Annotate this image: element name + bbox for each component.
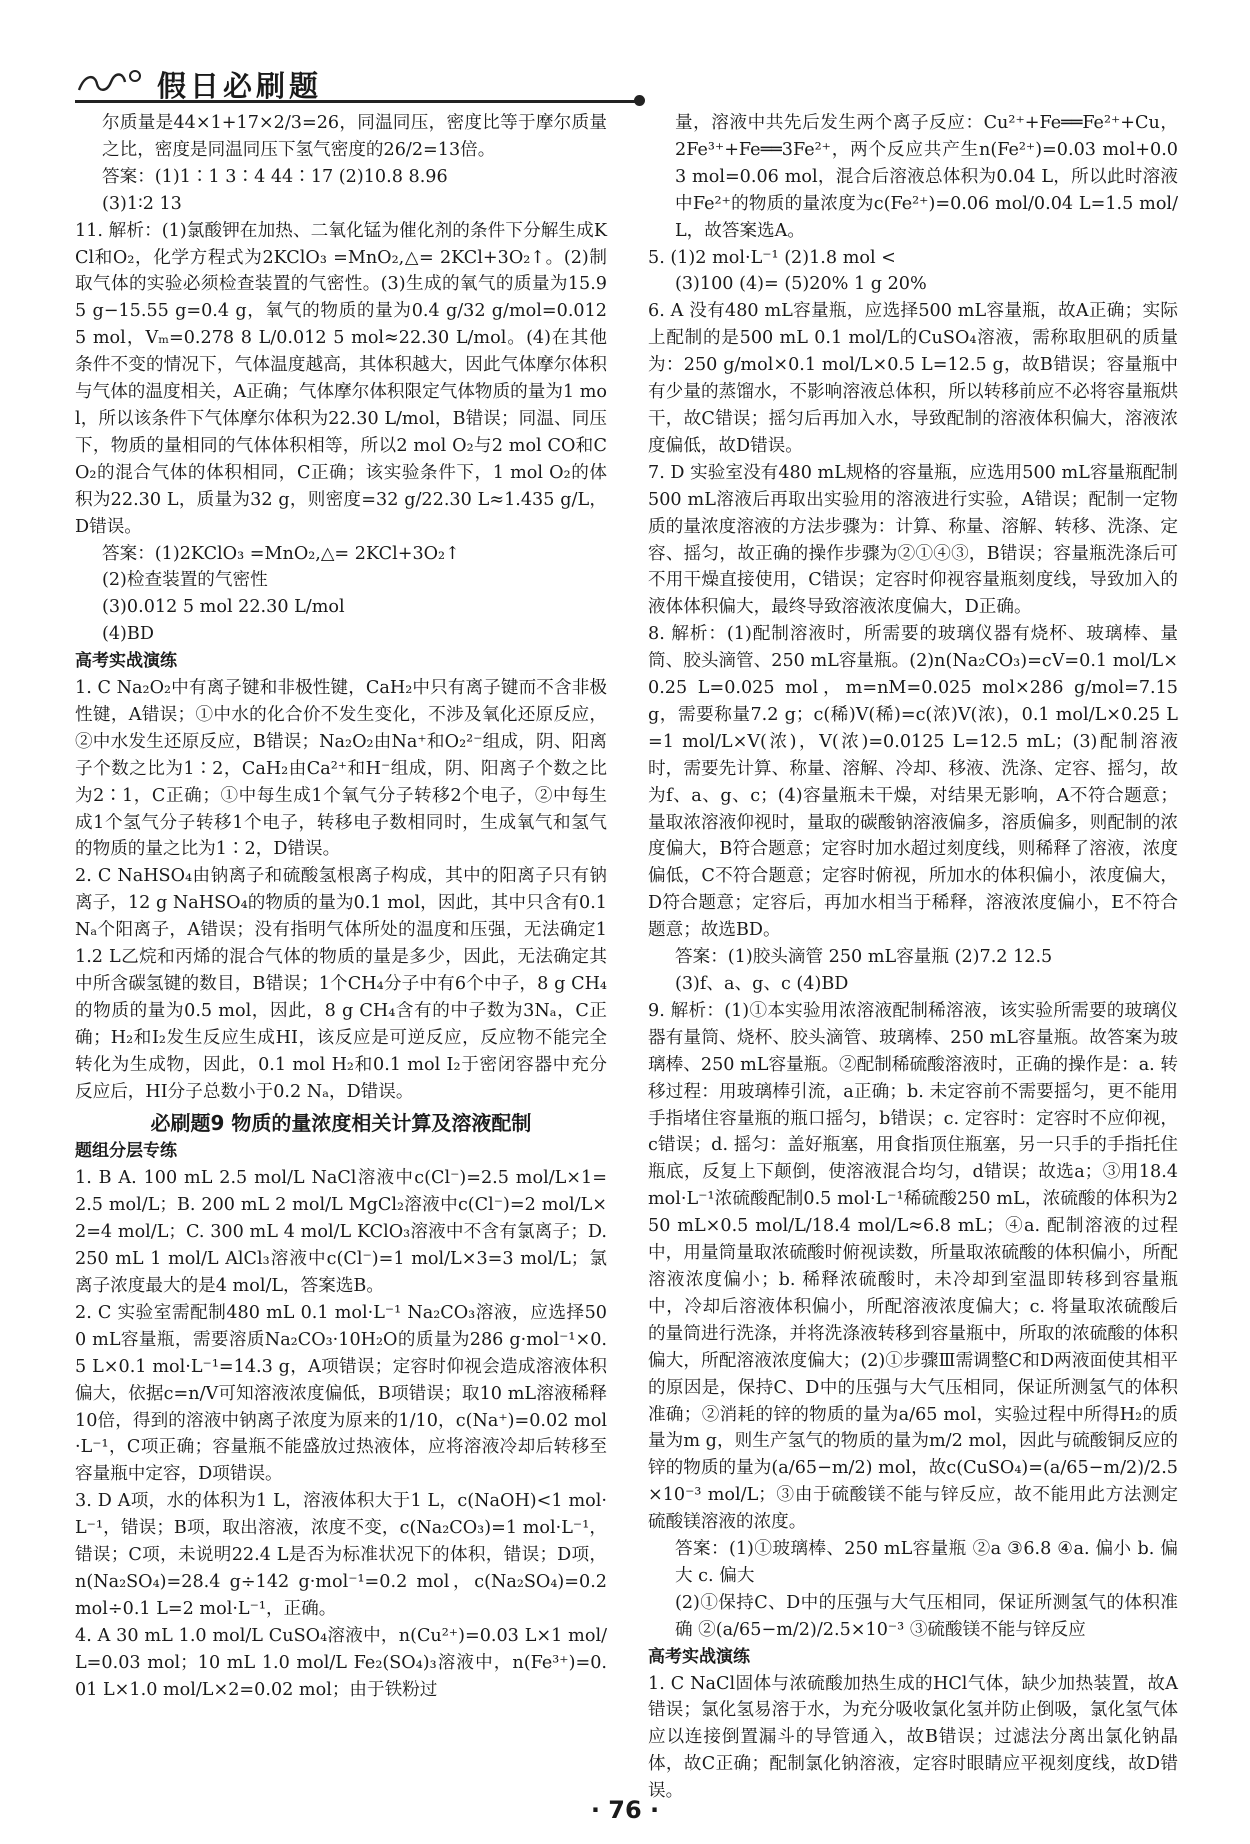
header-rule-dot bbox=[634, 95, 645, 106]
paragraph: 1. C Na₂O₂中有离子键和非极性键，CaH₂中只有离子键而不含非极性键，A错误；①中水的化合价不发生变化，不涉及氧化还原反应，②中水发生还原反应，B错误；Na₂O₂由Na⁺和O₂²⁻组成，阴、阳离子个数之比为1∶2，CaH₂由Ca²⁺和H⁻组成，阴、阳离子个数之比为2∶1，C正确；①中每生成1个氧气分子转移2个电子，②中每生成1个氢气分子转移1个电子，转移电子数相同时，生成氧气和氢气的物质的量之比为1∶2，D错误。 bbox=[75, 678, 607, 860]
paragraph: 11. 解析：(1)氯酸钾在加热、二氧化锰为催化剂的条件下分解生成KCl和O₂，化学方程式为2KClO₃ =MnO₂,△= 2KCl+3O₂↑。(2)制取气体的实验必须检查装置的气密性。(3)生成的氧气的质量为15.95 g−15.55 g=0.4 g，氧气的物质的量为0.4 g/32 g/mol=0.012 5 mol，Vₘ=0.278 8 L/0.012 5 mol≈22.30 L/mol。(4)在其他条件不变的情况下，气体温度越高，其体积越大，因此气体摩尔体积与气体的温度相关，A正确；气体摩尔体积限定气体物质的量为1 mol，所以该条件下气体摩尔体积为22.30 L/mol，B错误；同温、同压下，物质的量相同的气体体积相等，所以2 mol O₂与2 mol CO和CO₂的混合气体的体积相同，C正确；该实验条件下，1 mol O₂的体积为22.30 L，质量为32 g，则密度=32 g/22.30 L≈1.435 g/L，D错误。 bbox=[75, 220, 607, 537]
paragraph: (3)0.012 5 mol 22.30 L/mol bbox=[102, 597, 345, 618]
paragraph: 5. (1)2 mol·L⁻¹ (2)1.8 mol < bbox=[648, 247, 896, 268]
paragraph: (3)100 (4)= (5)20% 1 g 20% bbox=[675, 274, 927, 295]
section-heading: 高考实战演练 bbox=[75, 651, 177, 672]
paragraph: 3. D A项，水的体积为1 L，溶液体积大于1 L，c(NaOH)<1 mol·L⁻¹，错误；B项，取出溶液，浓度不变，c(Na₂CO₃)=1 mol·L⁻¹，错误；C项，未说明22.4 L是否为标准状况下的体积，错误；D项，n(Na₂SO₄)=28.4 g÷142 g·mol⁻¹=0.2 mol，c(Na₂SO₄)=0.2 mol÷0.1 L=2 mol·L⁻¹，正确。 bbox=[75, 1491, 607, 1619]
left-column bbox=[75, 110, 607, 1703]
paragraph: 8. 解析：(1)配制溶液时，所需要的玻璃仪器有烧杯、玻璃棒、量筒、胶头滴管、250 mL容量瓶。(2)n(Na₂CO₃)=cV=0.1 mol/L×0.25 L=0.025 mol，m=nM=0.025 mol×286 g/mol=7.15 g，需要称量7.2 g；c(稀)V(稀)=c(浓)V(浓)，0.1 mol/L×0.25 L=1 mol/L×V(浓)，V(浓)=0.0125 L=12.5 mL；(3)配制溶液时，需要先计算、称量、溶解、冷却、移液、洗涤、定容、摇匀，故为f、a、g、c；(4)容量瓶未干燥，对结果无影响，A不符合题意；量取浓溶液仰视时，量取的碳酸钠溶液偏多，溶质偏多，则配制的浓度偏大，B符合题意；定容时加水超过刻度线，则稀释了溶液，浓度偏低，C不符合题意；定容时俯视，所加水的体积偏小，浓度偏大，D符合题意；定容后，再加水相当于稀释，溶液浓度偏小，E不符合题意；故选BD。 bbox=[648, 624, 1178, 941]
paragraph: 答案：(1)胶头滴管 250 mL容量瓶 (2)7.2 12.5 bbox=[675, 947, 1053, 968]
paragraph: 尔质量是44×1+17×2/3=26，同温同压，密度比等于摩尔质量之比，密度是同温同压下氢气密度的26/2=13倍。 bbox=[102, 113, 607, 160]
paragraph: 1. B A. 100 mL 2.5 mol/L NaCl溶液中c(Cl⁻)=2.5 mol/L×1=2.5 mol/L；B. 200 mL 2 mol/L MgCl₂溶液中c(Cl⁻)=2 mol/L×2=4 mol/L；C. 300 mL 4 mol/L KClO₃溶液中不含有氯离子；D. 250 mL 1 mol/L AlCl₃溶液中c(Cl⁻)=1 mol/L×3=3 mol/L；氯离子浓度最大的是4 mol/L，答案选B。 bbox=[75, 1168, 607, 1296]
paragraph: (2)①保持C、D中的压强与大气压相同，保证所测氢气的体积准确 ②(a/65−m/2)/2.5×10⁻³ ③硫酸镁不能与锌反应 bbox=[675, 1592, 1178, 1640]
paragraph: (2)检查装置的气密性 bbox=[102, 570, 268, 591]
paragraph: 1. C NaCl固体与浓硫酸加热生成的HCl气体，缺少加热装置，故A错误；氯化氢易溶于水，为充分吸收氯化氢并防止倒吸，氯化氢气体应以连接倒置漏斗的导管通入，故B错误；过滤法分离出氯化钠晶体，故C正确；配制氯化钠溶液，定容时眼睛应平视刻度线，故D错误。 bbox=[648, 1673, 1178, 1802]
chapter-title: 必刷题9 物质的量浓度相关计算及溶液配制 bbox=[150, 1110, 532, 1135]
section-heading: 题组分层专练 bbox=[75, 1141, 177, 1162]
header-rule bbox=[75, 100, 640, 103]
paragraph: 9. 解析：(1)①本实验用浓溶液配制稀溶液，该实验所需要的玻璃仪器有量筒、烧杯、胶头滴管、玻璃棒、250 mL容量瓶。故答案为玻璃棒、250 mL容量瓶。②配制稀硫酸溶液时，正确的操作是：a. 转移过程：用玻璃棒引流，a正确；b. 未定容前不需要摇匀，更不能用手指堵住容量瓶的瓶口摇匀，b错误；c. 定容时：定容时不应仰视，c错误；d. 摇匀：盖好瓶塞，用食指顶住瓶塞，另一只手的手指托住瓶底，反复上下颠倒，使溶液混合均匀，d错误；故选a；③用18.4 mol·L⁻¹浓硫酸配制0.5 mol·L⁻¹稀硫酸250 mL，浓硫酸的体积为250 mL×0.5 mol/L/18.4 mol/L≈6.8 mL；④a. 配制溶液的过程中，用量筒量取浓硫酸时俯视读数，所量取浓硫酸的体积偏小，所配溶液浓度偏小；b. 稀释浓硫酸时，未冷却到室温即转移到容量瓶中，冷却后溶液体积偏小，所配溶液浓度偏大；c. 将量取浓硫酸后的量筒进行洗涤，并将洗涤液转移到容量瓶中，所取的浓硫酸的体积偏大，所配溶液浓度偏大；(2)①步骤Ⅲ需调整C和D两液面使其相平的原因是，保持C、D中的压强与大气压相同，保证所测氢气的体积准确；②消耗的锌的物质的量为a/65 mol，实验过程中所得H₂的质量为m g，则生产氢气的物质的量为m/2 mol，因此与硫酸铜反应的锌的物质的量为(a/65−m/2) mol，故c(CuSO₄)=(a/65−m/2)/2.5×10⁻³ mol/L；③由于硫酸镁不能与锌反应，故不能用此方法测定硫酸镁溶液的浓度。 bbox=[648, 1000, 1178, 1533]
paragraph: 2. C 实验室需配制480 mL 0.1 mol·L⁻¹ Na₂CO₃溶液，应选择500 mL容量瓶，需要溶质Na₂CO₃·10H₂O的质量为286 g·mol⁻¹×0.5 L×0.1 mol·L⁻¹=14.3 g，A项错误；定容时仰视会造成溶液体积偏大，依据c=n/V可知溶液浓度偏低，B项错误；取10 mL溶液稀释10倍，得到的溶液中钠离子浓度为原来的1/10，c(Na⁺)=0.02 mol·L⁻¹，C项正确；容量瓶不能盛放过热液体，应将溶液冷却后转移至容量瓶中定容，D项错误。 bbox=[75, 1302, 607, 1485]
paragraph: 4. A 30 mL 1.0 mol/L CuSO₄溶液中，n(Cu²⁺)=0.03 L×1 mol/L=0.03 mol；10 mL 1.0 mol/L Fe₂(SO₄)₃溶液中，n(Fe³⁺)=0.01 L×1.0 mol/L×2=0.02 mol；由于铁粉过 bbox=[75, 1625, 607, 1700]
paragraph: (4)BD bbox=[102, 624, 154, 645]
section-heading: 高考实战演练 bbox=[648, 1646, 750, 1667]
paragraph: 答案：(1)①玻璃棒、250 mL容量瓶 ②a ③6.8 ④a. 偏小 b. 偏大 c. 偏大 bbox=[675, 1539, 1178, 1586]
paragraph: 7. D 实验室没有480 mL规格的容量瓶，应选用500 mL容量瓶配制500 mL溶液后再取出实验用的溶液进行实验，A错误；配制一定物质的量浓度溶液的方法步骤为：计算、称量、溶解、转移、洗涤、定容、摇匀，故正确的操作步骤为②①④③，B错误；容量瓶洗涤后可不用干燥直接使用，C错误；定容时仰视容量瓶刻度线，导致加入的液体体积偏大，最终导致溶液浓度偏大，D正确。 bbox=[648, 462, 1178, 618]
paragraph: (3)f、a、g、c (4)BD bbox=[675, 974, 849, 994]
paragraph: 答案：(1)1∶1 3∶4 44∶17 (2)10.8 8.96 bbox=[102, 166, 448, 187]
book-title: 假日必刷题 bbox=[157, 69, 323, 103]
paragraph: 6. A 没有480 mL容量瓶，应选择500 mL容量瓶，故A正确；实际上配制的是500 mL 0.1 mol/L的CuSO₄溶液，需称取胆矾的质量为：250 g/mol×0.1 mol/L×0.5 L=12.5 g，故B错误；容量瓶中有少量的蒸馏水，不影响溶液总体积，所以转移前应不必将容量瓶烘干，故C错误；摇匀后再加入水，导致配制的溶液体积偏大，溶液浓度偏低，故D错误。 bbox=[648, 301, 1178, 456]
page-number: · 76 · bbox=[590, 1796, 660, 1824]
paragraph: 量，溶液中共先后发生两个离子反应：Cu²⁺+Fe══Fe²⁺+Cu，2Fe³⁺+Fe══3Fe²⁺，两个反应共产生n(Fe²⁺)=0.03 mol+0.03 mol=0.06 mol，混合后溶液总体积为0.04 L，所以此时溶液中Fe²⁺的物质的量浓度为c(Fe²⁺)=0.06 mol/0.04 L=1.5 mol/L，故答案选A。 bbox=[675, 113, 1178, 241]
logo-swirl-icon bbox=[75, 66, 145, 96]
paragraph: 答案：(1)2KClO₃ =MnO₂,△= 2KCl+3O₂↑ bbox=[102, 543, 460, 564]
paragraph: 2. C NaHSO₄由钠离子和硫酸氢根离子构成，其中的阳离子只有钠离子，12 g NaHSO₄的物质的量为0.1 mol，因此，其中只含有0.1 Nₐ个阳离子，A错误；没有指明气体所处的温度和压强，无法确定11.2 L乙烷和丙烯的混合气体的物质的量是多少，因此，无法确定其中所含碳氢键的数目，B错误；1个CH₄分子中有6个中子，8 g CH₄的物质的量为0.5 mol，因此，8 g CH₄含有的中子数为3Nₐ，C正确；H₂和I₂发生反应生成HI，该反应是可逆反应，反应物不能完全转化为生成物，因此，0.1 mol H₂和0.1 mol I₂于密闭容器中充分反应后，HI分子总数小于0.2 Nₐ，D错误。 bbox=[75, 866, 607, 1102]
paragraph: (3)1∶2 13 bbox=[102, 193, 182, 214]
right-column bbox=[648, 110, 1178, 1805]
